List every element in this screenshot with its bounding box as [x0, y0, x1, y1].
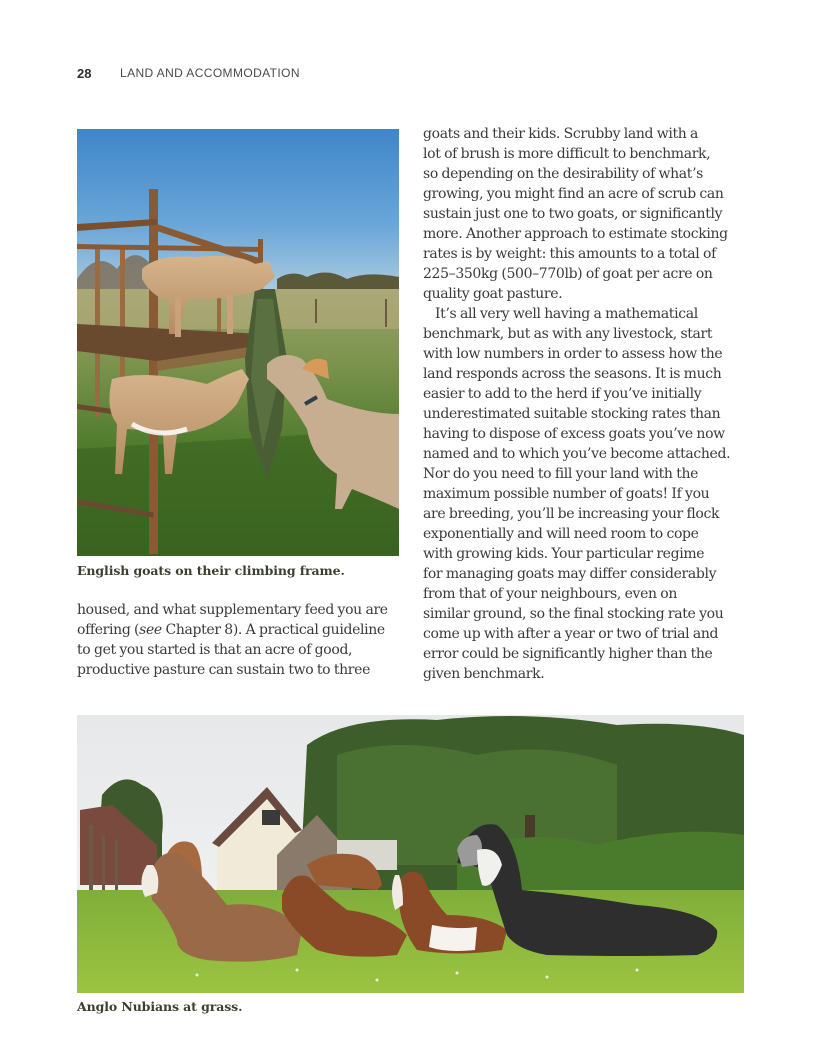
goats-on-climbing-frame-photo — [77, 129, 399, 556]
text-line: easier to add to the herd if you’ve initially — [423, 386, 702, 402]
text-line: exponentially and will need room to cope — [423, 526, 699, 542]
text-line: from that of your neighbours, even on — [423, 586, 678, 602]
text-line: given benchmark. — [423, 666, 545, 682]
text-line: with low numbers in order to assess how the — [423, 346, 723, 362]
text-line: growing, you might find an acre of scrub can — [423, 186, 724, 202]
text-line: to get you started is that an acre of good, — [77, 642, 353, 658]
text-line: for managing goats may differ considerably — [423, 566, 717, 582]
text-line: benchmark, but as with any livestock, start — [423, 326, 713, 342]
text-line: having to dispose of excess goats you’ve now — [423, 426, 725, 442]
paragraph-2 — [423, 304, 748, 684]
text-line: so depending on the desirability of what’s — [423, 166, 704, 182]
paragraph-1 — [423, 124, 748, 304]
see-reference: see — [139, 622, 162, 638]
text-line: rates is by weight: this amounts to a total of — [423, 246, 716, 262]
text-line: sustain just one to two goats, or significantly — [423, 206, 723, 222]
chapter-reference: Chapter 8). A practical guideline — [165, 622, 385, 638]
text-line: named and to which you’ve become attached. — [423, 446, 731, 462]
text-line: come up with after a year or two of trial and — [423, 626, 719, 642]
text-line: quality goat pasture. — [423, 286, 563, 302]
section-title: LAND AND ACCOMMODATION — [120, 66, 300, 80]
figure-caption: English goats on their climbing frame. — [77, 563, 345, 578]
climbing-frame-photo-illustration — [77, 129, 399, 556]
text-line: underestimated suitable stocking rates than — [423, 406, 721, 422]
left-column-text — [77, 600, 399, 680]
text-line: land responds across the seasons. It is much — [423, 366, 722, 382]
text-line: are breeding, you’ll be increasing your flock — [423, 506, 720, 522]
text-line: 225–350kg (500–770lb) of goat per acre on — [423, 266, 713, 282]
text-line: error could be significantly higher than the — [423, 646, 713, 662]
text-line: maximum possible number of goats! If you — [423, 486, 710, 502]
right-column-text — [423, 124, 748, 684]
text-line-with-reference — [77, 620, 399, 640]
text-line: productive pasture can sustain two to three — [77, 662, 371, 678]
text-line: Nor do you need to fill your land with the — [423, 466, 699, 482]
page-number: 28 — [77, 65, 92, 81]
text-fragment: offering ( — [77, 622, 140, 638]
text-line: It’s all very well having a mathematical — [435, 306, 698, 322]
running-head — [77, 64, 300, 82]
anglo-nubians-photo-illustration — [77, 715, 744, 993]
anglo-nubians-on-grass-photo — [77, 715, 744, 993]
text-line: goats and their kids. Scrubby land with a — [423, 126, 699, 142]
text-line: similar ground, so the final stocking rate you — [423, 606, 724, 622]
text-line: lot of brush is more difficult to benchmark, — [423, 146, 711, 162]
text-line: housed, and what supplementary feed you are — [77, 602, 388, 618]
figure-caption: Anglo Nubians at grass. — [77, 999, 243, 1014]
text-line: more. Another approach to estimate stocking — [423, 226, 728, 242]
text-line: with growing kids. Your particular regime — [423, 546, 705, 562]
